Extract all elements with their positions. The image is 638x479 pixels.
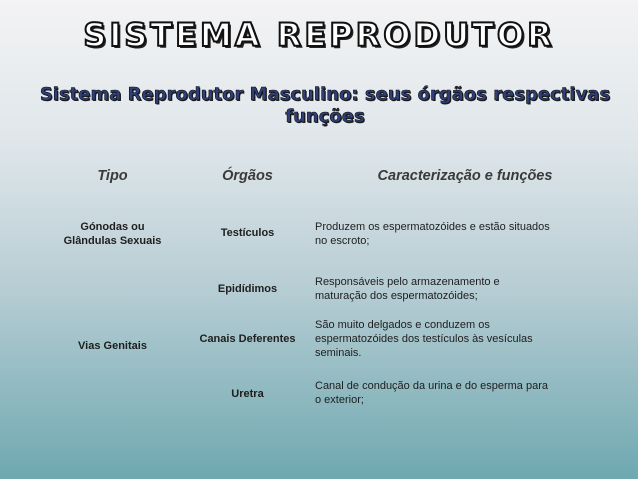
desc-testiculos-line-2: no escroto; [315,235,370,247]
desc-testiculos-line-1: Produzem os espermatozóides e estão situados [315,221,550,233]
desc-canais-deferentes [315,318,615,360]
slide-title: SISTEMA REPRODUTOR [83,16,555,54]
orgao-canais-deferentes: Canais Deferentes [199,333,296,345]
orgao-uretra: Uretra [231,388,264,400]
slide-subtitle [30,84,620,128]
desc-uretra-line-1: Canal de condução da urina e do esperma para [315,380,548,392]
tipo-gonodas-line-1: Gónodas ou [80,221,145,233]
desc-epididimos [315,275,615,303]
tipo-gonodas [50,220,175,248]
desc-uretra-line-2: o exterior; [315,394,364,406]
desc-canais-line-3: seminais. [315,347,362,359]
subtitle-line-2: funções [285,106,365,127]
subtitle-line-1: Sistema Reprodutor Masculino: seus órgãos respectivas [39,84,611,105]
desc-canais-line-1: São muito delgados e conduzem os [315,319,490,331]
desc-epididimos-line-1: Responsáveis pelo armazenamento e [315,276,500,288]
desc-epididimos-line-2: maturação dos espermatozóides; [315,290,478,302]
header-caracterizacao: Caracterização e funções [377,168,553,184]
desc-uretra [315,379,615,407]
orgao-epididimos: Epidídimos [217,283,278,295]
tipo-gonodas-line-2: Glândulas Sexuais [63,235,162,247]
desc-canais-line-2: espermatozóides dos testículos às vesículas [315,333,533,345]
tipo-vias-genitais: Vias Genitais [78,340,147,352]
desc-testiculos [315,220,615,248]
orgao-testiculos: Testículos [220,227,275,239]
header-orgaos: Órgãos [222,168,273,184]
header-tipo: Tipo [97,168,128,184]
